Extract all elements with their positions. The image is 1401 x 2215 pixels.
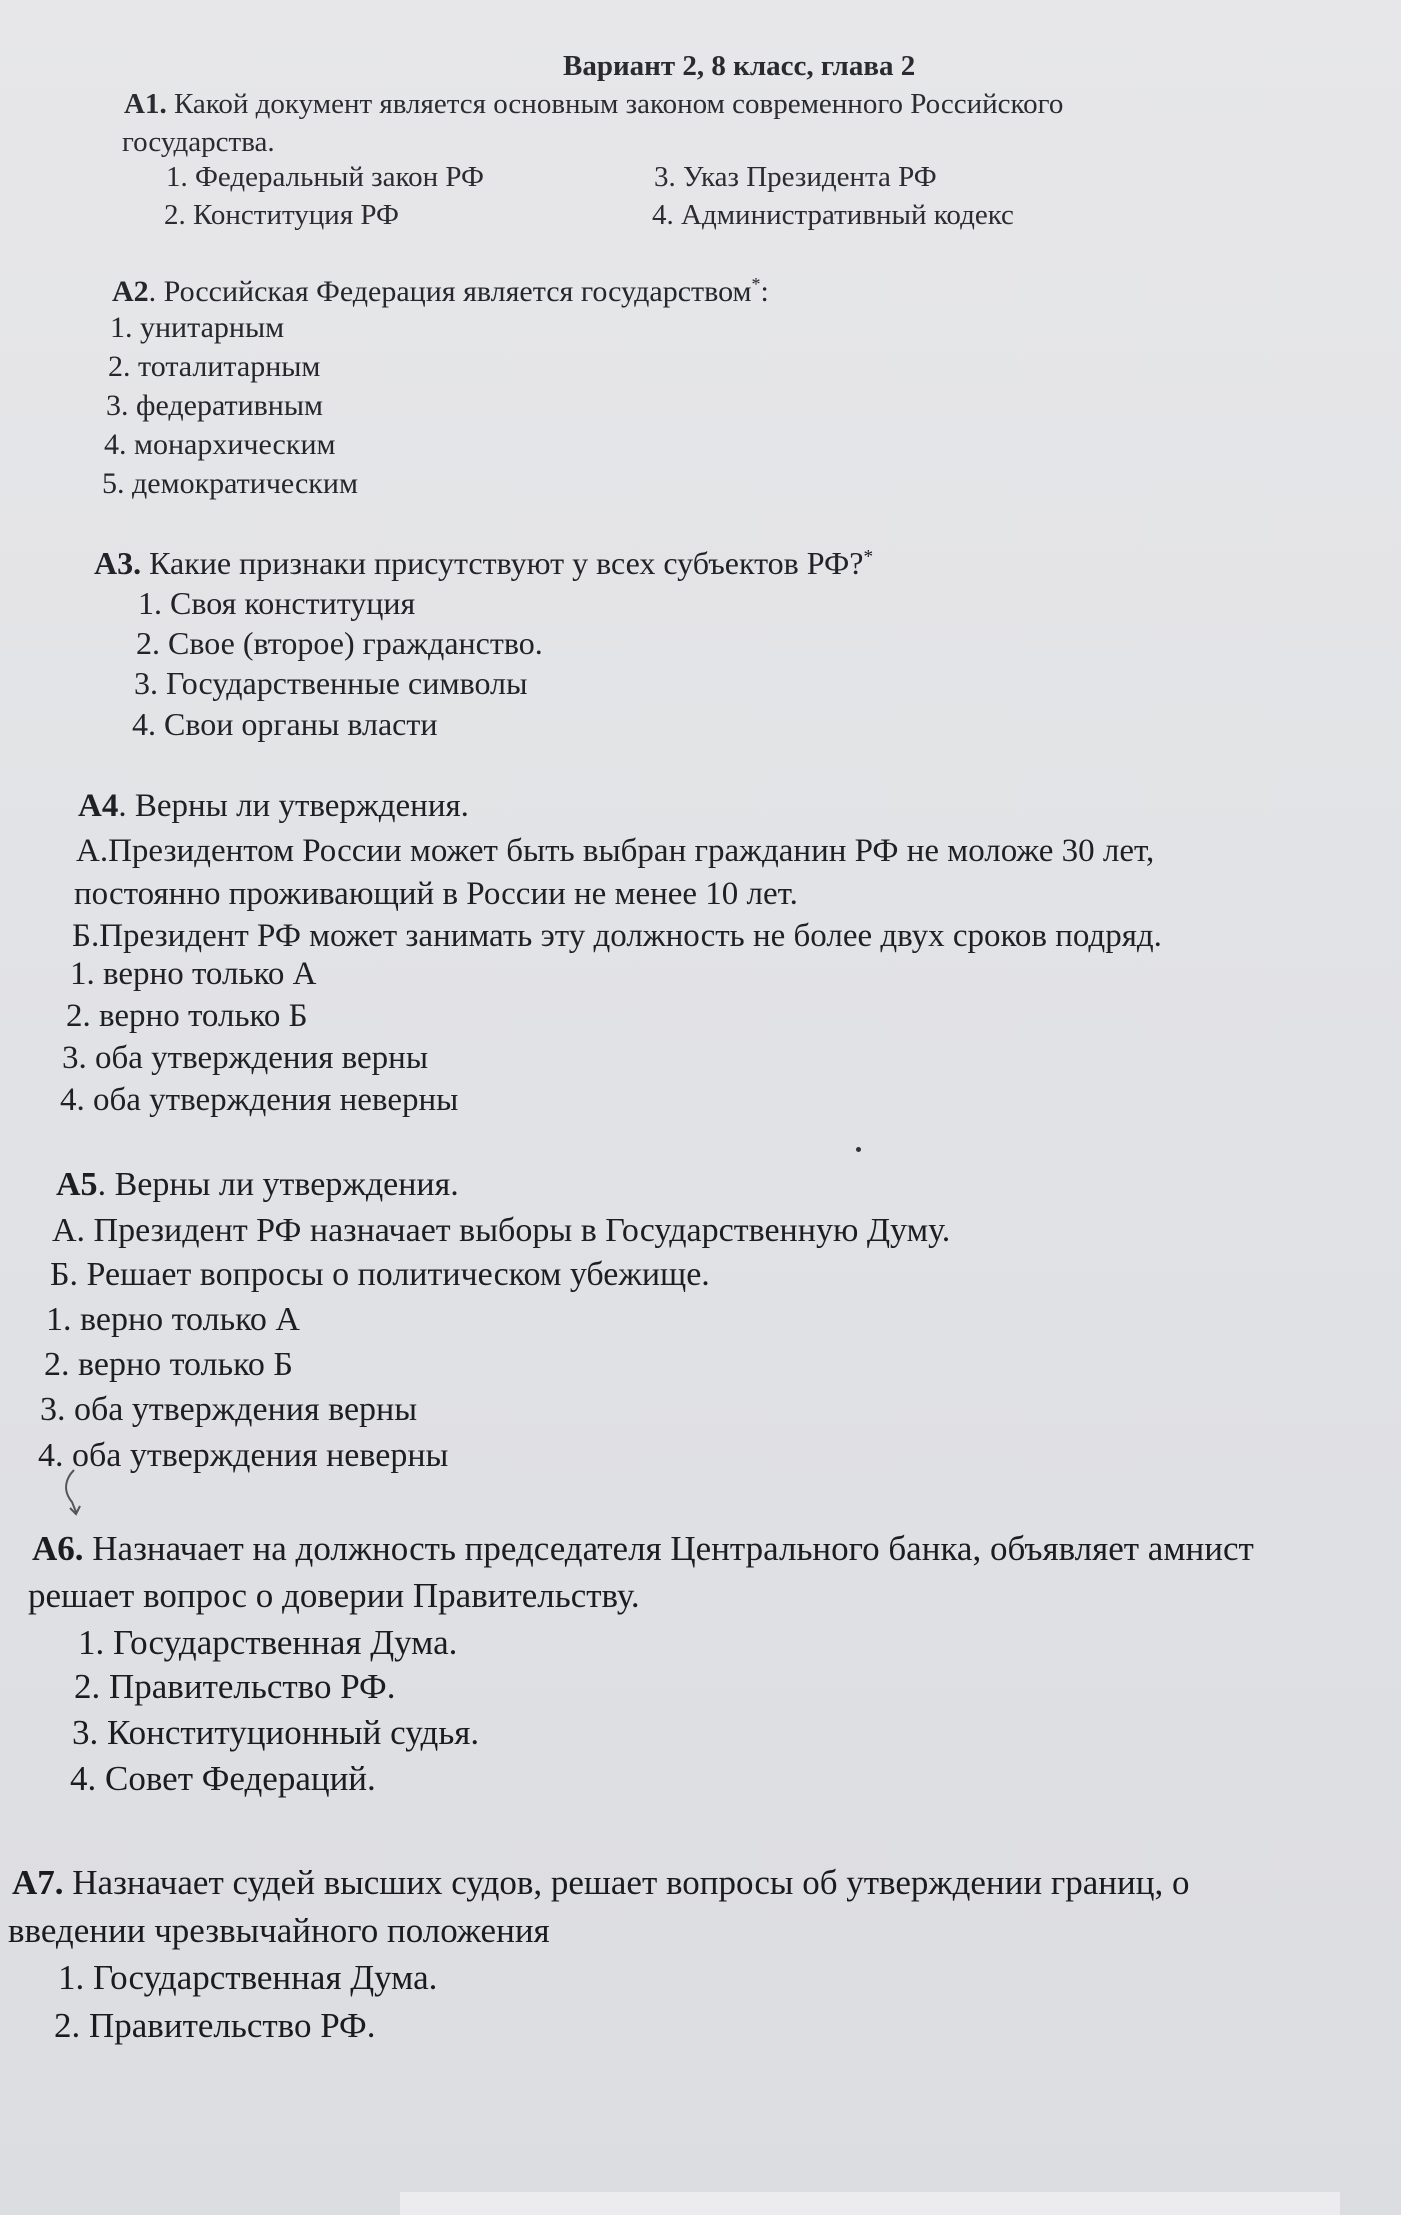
question-a1-number: А1.: [124, 88, 167, 120]
a3-option-1: 1. Своя конституция: [138, 585, 416, 621]
question-a1-text: Какой документ является основным законом современного Российского: [166, 88, 1064, 120]
question-a3-text: Какие признаки присутствуют у всех субъектов РФ?: [141, 545, 864, 581]
question-a6-number: А6.: [32, 1529, 84, 1568]
a5-option-4: 4. оба утверждения неверны: [38, 1437, 449, 1474]
page-title: Вариант 2, 8 класс, глава 2: [563, 50, 916, 82]
question-a3-asterisk: *: [863, 546, 874, 568]
a6-option-3: 3. Конституционный судья.: [72, 1713, 480, 1752]
question-a7-text: Назначает судей высших судов, решает вопросы об утверждении границ, о: [63, 1863, 1190, 1902]
question-a7-number: А7.: [12, 1863, 64, 1902]
question-a5-number: А5: [56, 1166, 98, 1203]
ink-dot: [856, 1147, 861, 1152]
a3-option-4: 4. Свои органы власти: [132, 706, 438, 742]
a5-option-2: 2. верно только Б: [44, 1346, 293, 1383]
a5-statement-a: А. Президент РФ назначает выборы в Государственную Думу.: [52, 1212, 951, 1249]
a7-option-1: 1. Государственная Дума.: [58, 1958, 438, 1997]
a4-statement-a: А.Президентом России может быть выбран гражданин РФ не моложе 30 лет,: [76, 833, 1155, 869]
question-a5: [56, 1168, 459, 1202]
a6-option-1: 1. Государственная Дума.: [78, 1623, 458, 1662]
question-a2-text: . Российская Федерация является государством: [148, 275, 752, 308]
a5-option-1: 1. верно только А: [46, 1301, 300, 1338]
a4-option-4: 4. оба утверждения неверны: [60, 1082, 459, 1118]
question-a2-colon: :: [760, 275, 769, 308]
question-a2-number: А2: [112, 275, 149, 308]
a1-option-3: 3. Указ Президента РФ: [654, 161, 937, 193]
question-a3: [94, 547, 873, 579]
question-a6-text: Назначает на должность председателя Центрального банка, объявляет амнист: [83, 1529, 1254, 1568]
question-a6: [32, 1531, 1254, 1566]
a2-option-1: 1. унитарным: [110, 311, 285, 344]
a4-statement-b: Б.Президент РФ может занимать эту должность не более двух сроков подряд.: [72, 918, 1162, 954]
a3-option-3: 3. Государственные символы: [134, 665, 528, 701]
question-a7-text-cont: введении чрезвычайного положения: [8, 1911, 550, 1950]
a6-option-4: 4. Совет Федераций.: [70, 1759, 376, 1798]
question-a5-text: . Верны ли утверждения.: [97, 1166, 459, 1203]
question-a2-asterisk: *: [751, 274, 761, 294]
paper-bottom-edge: [400, 2192, 1340, 2215]
question-a7: [12, 1865, 1189, 1900]
a7-option-2: 2. Правительство РФ.: [54, 2006, 376, 2045]
question-a4-text: . Верны ли утверждения.: [118, 788, 469, 824]
question-a4-number: А4: [78, 788, 119, 824]
a6-option-2: 2. Правительство РФ.: [74, 1667, 396, 1706]
a1-option-1: 1. Федеральный закон РФ: [166, 161, 484, 193]
question-a4: [78, 790, 469, 823]
a2-option-4: 4. монархическим: [104, 428, 336, 461]
a1-option-4: 4. Административный кодекс: [652, 199, 1014, 231]
a4-option-1: 1. верно только А: [70, 956, 317, 992]
question-a6-text-cont: решает вопрос о доверии Правительству.: [28, 1576, 640, 1615]
a5-statement-b: Б. Решает вопросы о политическом убежище.: [50, 1256, 710, 1293]
a2-option-2: 2. тоталитарным: [108, 350, 321, 383]
question-a1-text-cont: государства.: [122, 126, 275, 158]
question-a3-number: А3.: [94, 545, 142, 581]
a4-option-3: 3. оба утверждения верны: [62, 1040, 428, 1076]
pen-mark-icon: [58, 1468, 88, 1528]
a5-option-3: 3. оба утверждения верны: [40, 1391, 418, 1428]
a2-option-5: 5. демократическим: [102, 467, 358, 500]
a4-option-2: 2. верно только Б: [66, 998, 308, 1034]
a4-statement-a-cont: постоянно проживающий в России не менее 10 лет.: [74, 876, 798, 912]
a2-option-3: 3. федеративным: [106, 389, 324, 422]
question-a1: [124, 90, 1063, 119]
a1-option-2: 2. Конституция РФ: [164, 199, 399, 231]
a3-option-2: 2. Свое (второе) гражданство.: [136, 625, 543, 661]
question-a2: [112, 275, 769, 307]
